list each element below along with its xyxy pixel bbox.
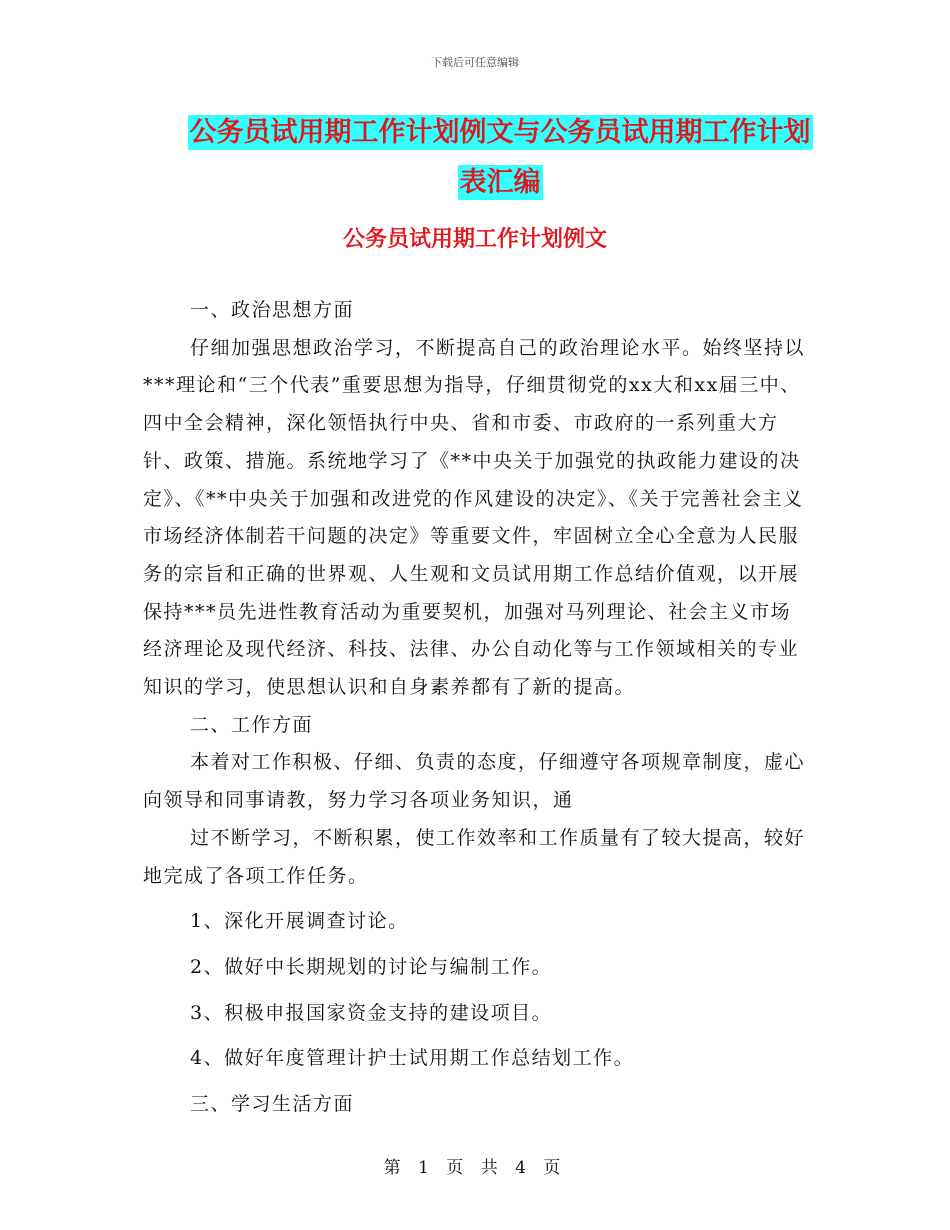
paragraph-work-part-1: 本着对工作积极、仔细、负责的态度，仔细遵守各项规章制度，虚心向领导和同事请教，努力学习各项业务知识，通 bbox=[143, 751, 806, 812]
document-title-line-2: 表汇编 bbox=[459, 167, 541, 198]
document-title bbox=[140, 108, 860, 208]
page-number-footer: 第 1 页 共 4 页 bbox=[383, 1158, 567, 1178]
document-body bbox=[143, 292, 808, 1124]
section-title: 公务员试用期工作计划例文 bbox=[342, 227, 607, 252]
list-item-4: 4、做好年度管理计护士试用期工作总结划工作。 bbox=[190, 1047, 635, 1070]
list-item-3: 3、积极申报国家资金支持的建设项目。 bbox=[190, 1001, 553, 1024]
document-title-line-1: 公务员试用期工作计划例文与公务员试用期工作计划 bbox=[189, 117, 811, 148]
heading-work: 二、工作方面 bbox=[190, 713, 314, 736]
list-item-2: 2、做好中长期规划的讨论与编制工作。 bbox=[190, 955, 553, 978]
heading-study-life: 三、学习生活方面 bbox=[190, 1093, 355, 1116]
paragraph-work-part-2: 过不断学习，不断积累，使工作效率和工作质量有了较大提高，较好地完成了各项工作任务。 bbox=[143, 826, 806, 887]
paragraph-political: 仔细加强思想政治学习，不断提高自己的政治理论水平。始终坚持以***理论和“三个代表”重要思想为指导，仔细贯彻党的xx大和xx届三中、四中全会精神，深化领悟执行中央、省和市委、市政府的一系列重大方针、政策、措施。系统地学习了《**中央关于加强党的执政能力建设的决定》、《**中央关于加强和改进党的作风建设的决定》、《关于完善社会主义市场经济体制若干问题的决定》等重要文件，牢固树立全心全意为人民服务的宗旨和正确的世界观、人生观和文员试用期工作总结价值观，以开展保持***员先进性教育活动为重要契机，加强对马列理论、社会主义市场经济理论及现代经济、科技、法律、办公自动化等与工作领域相关的专业知识的学习，使思想认识和自身素养都有了新的提高。 bbox=[143, 336, 806, 699]
header-note: 下载后可任意编辑 bbox=[431, 56, 519, 69]
list-item-1: 1、深化开展调查讨论。 bbox=[190, 910, 409, 933]
heading-political: 一、政治思想方面 bbox=[190, 299, 355, 321]
